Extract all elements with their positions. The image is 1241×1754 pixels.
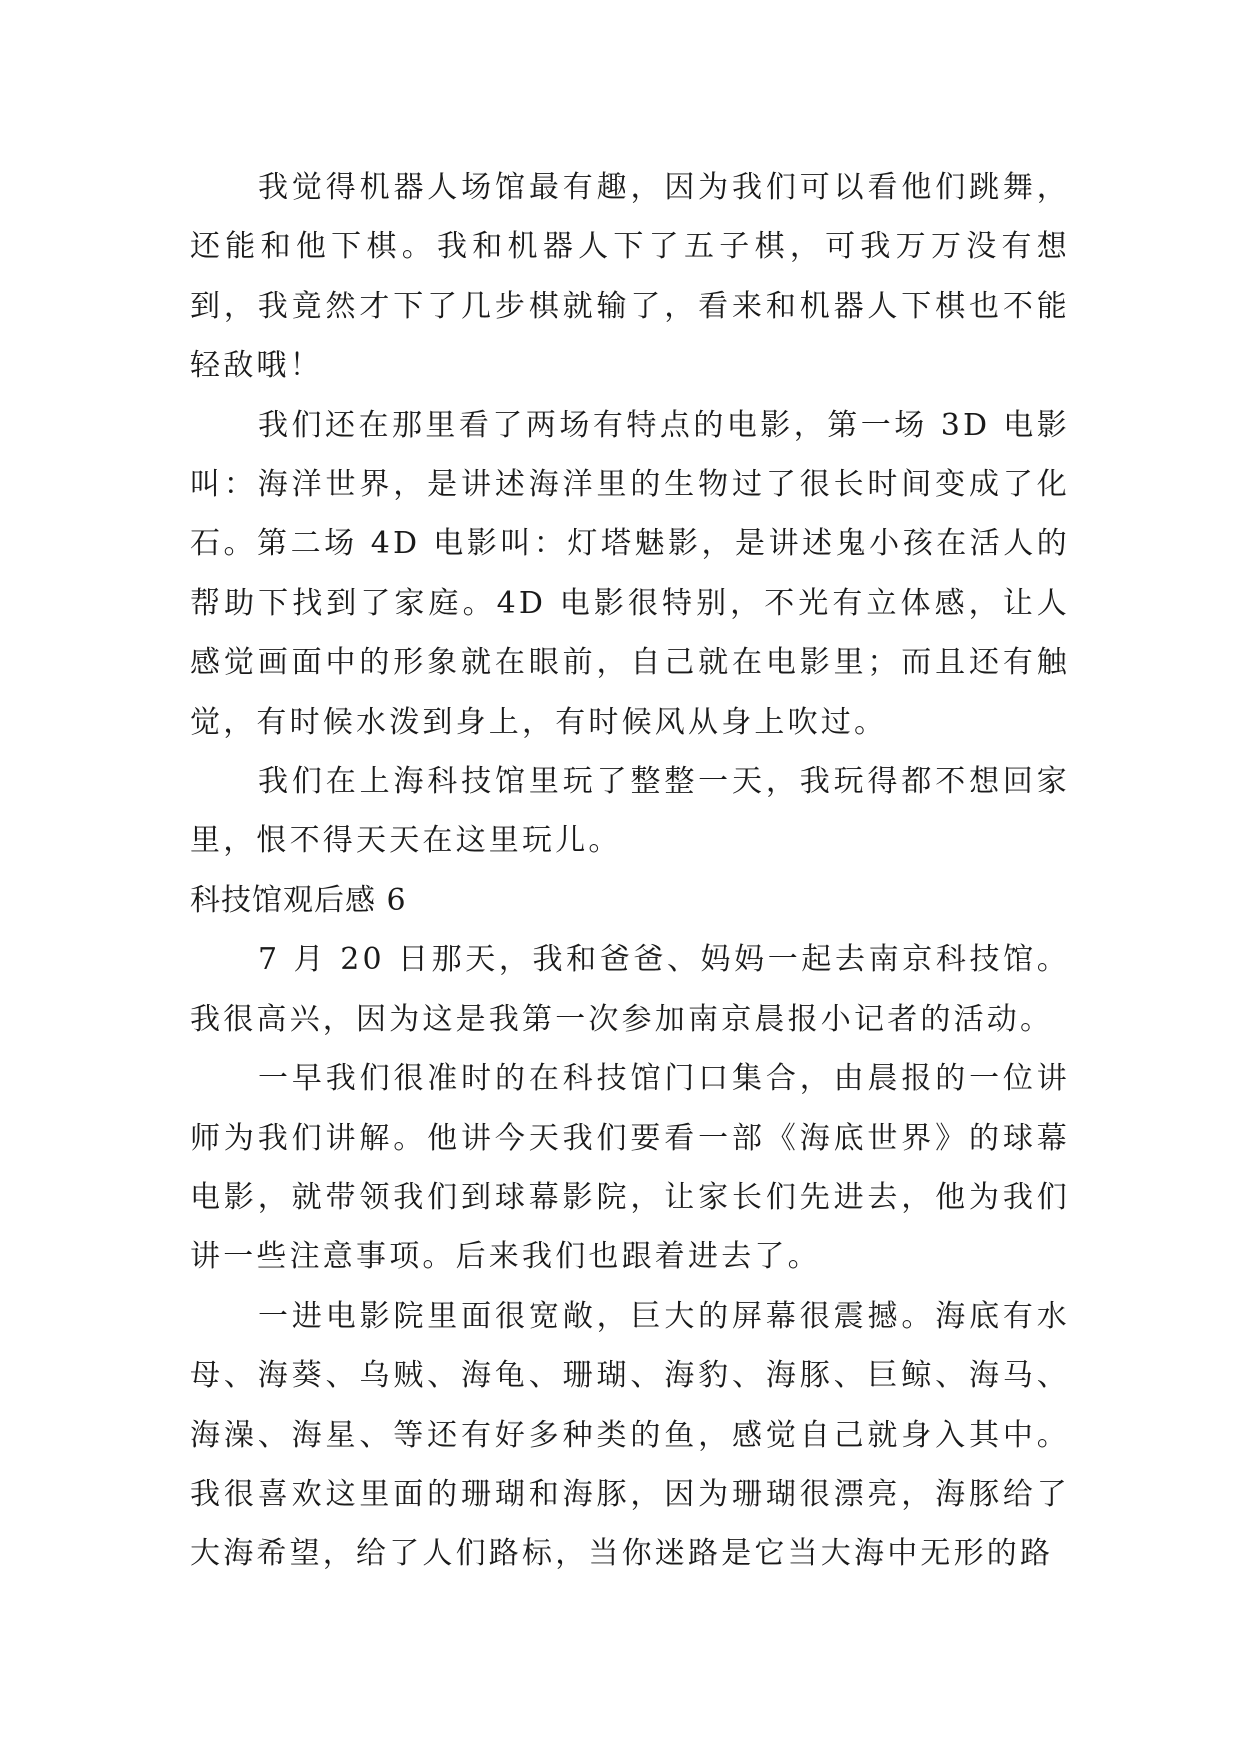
paragraph-lecturer: 一早我们很准时的在科技馆门口集合，由晨报的一位讲师为我们讲解。他讲今天我们要看一部《海底世界》的球幕电影，就带领我们到球幕影院，让家长们先进去，他为我们讲一些注意事项。后来我们也跟着进去了。: [190, 1061, 1070, 1275]
paragraph-movies: 我们还在那里看了两场有特点的电影，第一场 3D 电影叫：海洋世界，是讲述海洋里的生物过了很长时间变成了化石。第二场 4D 电影叫：灯塔魅影，是讲述鬼小孩在活人的帮助下找到了家庭。4D 电影很特别，不光有立体感，让人感觉画面中的形象就在眼前，自己就在电影里；而且还有触觉，有时候水泼到身上，有时候风从身上吹过。: [190, 407, 1070, 740]
paragraph-july-20: 7 月 20 日那天，我和爸爸、妈妈一起去南京科技馆。我很高兴，因为这是我第一次参加南京晨报小记者的活动。: [190, 942, 1070, 1037]
paragraph-undersea: 一进电影院里面很宽敞，巨大的屏幕很震撼。海底有水母、海葵、乌贼、海龟、珊瑚、海豹、海豚、巨鲸、海马、海澡、海星、等还有好多种类的鱼，感觉自己就身入其中。我很喜欢这里面的珊瑚和海豚，因为珊瑚很漂亮，海豚给了大海希望，给了人们路标，当你迷路是它当大海中无形的路: [190, 1298, 1070, 1572]
section-heading: 科技馆观后感 6: [190, 882, 407, 918]
document-body: [190, 158, 1070, 1584]
paragraph-full-day: 我们在上海科技馆里玩了整整一天，我玩得都不想回家里，恨不得天天在这里玩儿。: [190, 764, 1070, 859]
paragraph-robot-hall: 我觉得机器人场馆最有趣，因为我们可以看他们跳舞，还能和他下棋。我和机器人下了五子棋，可我万万没有想到，我竟然才下了几步棋就输了，看来和机器人下棋也不能轻敌哦！: [190, 170, 1070, 384]
